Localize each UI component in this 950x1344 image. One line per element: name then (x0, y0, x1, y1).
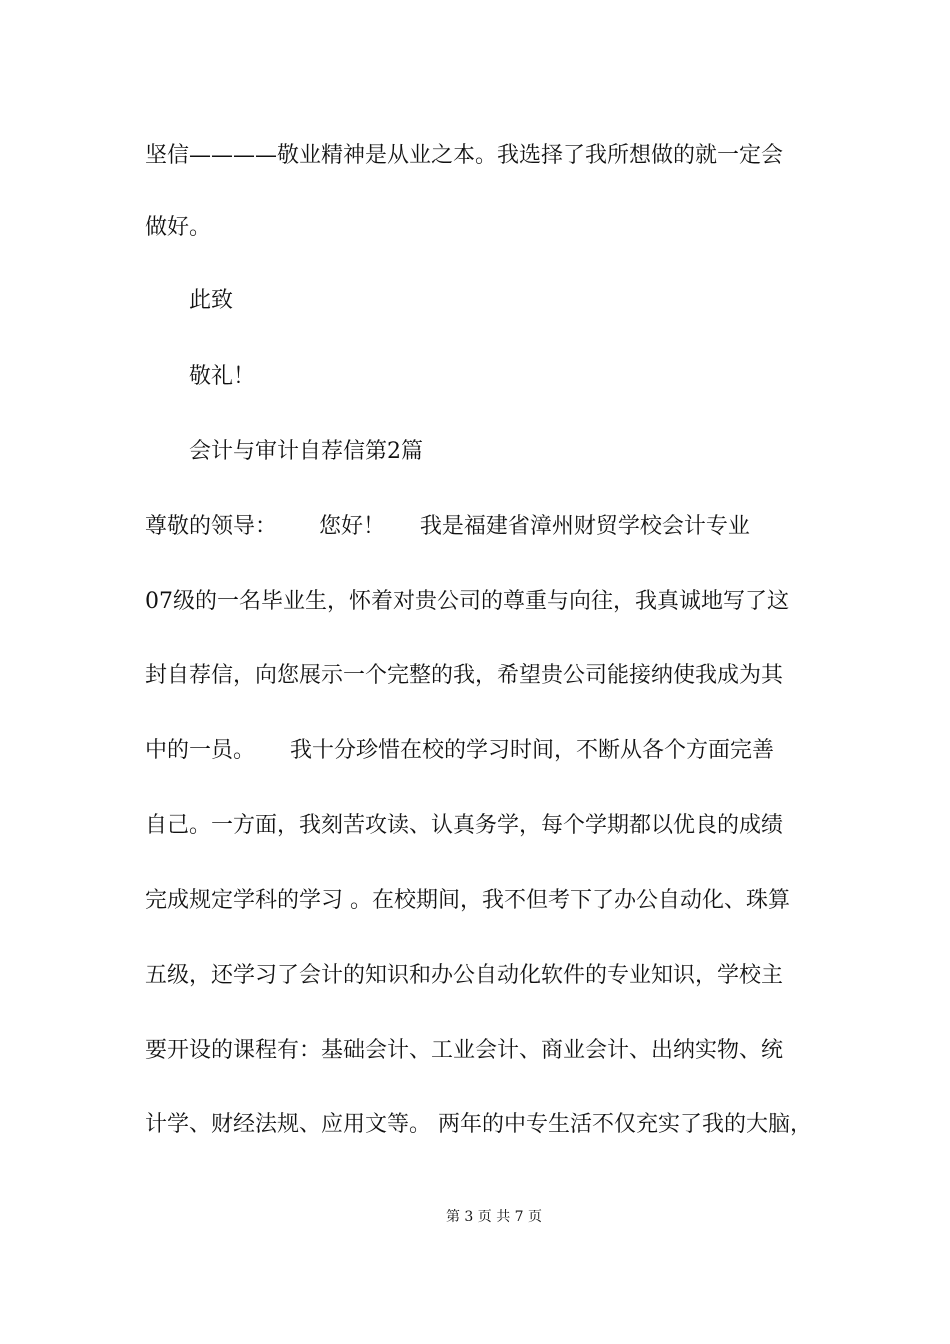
paragraph-line: 计学、财经法规、应用文等。 两年的中专生活不仅充实了我的大脑， (145, 1112, 812, 1137)
paragraph-line: 07级的一名毕业生，怀着对贵公司的尊重与向往，我真诚地写了这 (145, 589, 789, 614)
paragraph-line: 自己。一方面，我刻苦攻读、认真务学，每个学期都以优良的成绩 (145, 813, 784, 838)
paragraph-line: 坚信————敬业精神是从业之本。我选择了我所想做的就一定会 (145, 143, 784, 168)
section-heading: 会计与审计自荐信第2篇 (189, 439, 423, 464)
paragraph-line: 做好。 (145, 215, 212, 240)
salutation-line: 敬礼！ (189, 364, 256, 389)
paragraph-line: 尊敬的领导： 您好！ 我是福建省漳州财贸学校会计专业 (145, 514, 750, 539)
paragraph-line: 完成规定学科的学习 。在校期间，我不但考下了办公自动化、珠算 (145, 888, 790, 913)
page-number: 第 3 页 共 7 页 (445, 1209, 543, 1225)
paragraph-line: 封自荐信，向您展示一个完整的我，希望贵公司能接纳使我成为其 (145, 663, 784, 688)
paragraph-line: 要开设的课程有：基础会计、工业会计、商业会计、出纳实物、统 (145, 1038, 784, 1063)
closing-line: 此致 (189, 288, 234, 313)
paragraph-line: 五级，还学习了会计的知识和办公自动化软件的专业知识，学校主 (145, 963, 784, 988)
paragraph-line: 中的一员。 我十分珍惜在校的学习时间，不断从各个方面完善 (145, 738, 774, 763)
